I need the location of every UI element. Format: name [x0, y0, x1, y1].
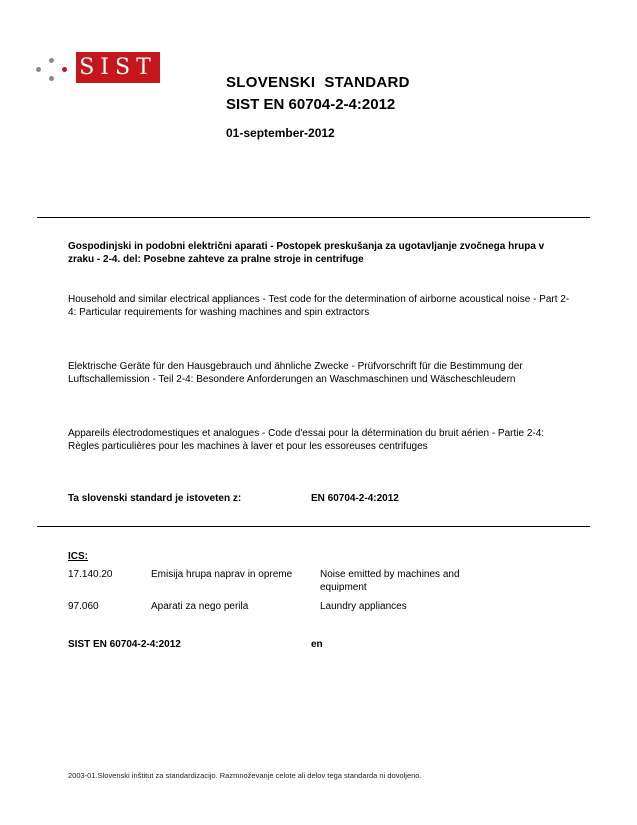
standard-date: 01-september-2012 [226, 126, 335, 140]
standard-type: SLOVENSKI STANDARD [226, 74, 410, 91]
copyright-footer: 2003-01.Slovenski inštitut za standardizacijo. Razmnoževanje celote ali delov tega standarda ni dovoljeno. [68, 771, 422, 780]
ics-code: 97.060 [68, 601, 99, 612]
equivalence-label: Ta slovenski standard je istoveten z: [68, 493, 242, 504]
divider-bottom [37, 526, 590, 527]
ics-label: ICS: [68, 551, 88, 562]
logo-dots [36, 58, 68, 86]
sist-logo: SIST [76, 52, 160, 83]
logo-dot [49, 58, 54, 63]
title-german: Elektrische Geräte für den Hausgebrauch und ähnliche Zwecke - Prüfvorschrift für die Bestimmung der Luftschallemission - Teil 2-4: Besondere Anforderungen an Waschmaschinen und Wäscheschleudern [68, 361, 523, 385]
language-code: en [311, 639, 323, 650]
standard-number: SIST EN 60704-2-4:2012 [226, 96, 396, 113]
logo-dot [49, 76, 54, 81]
ics-desc-sl: Emisija hrupa naprav in opreme [151, 569, 293, 580]
divider-top [37, 217, 590, 218]
title-slovenian: Gospodinjski in podobni električni aparati - Postopek preskušanja za ugotavljanje zvočnega hrupa v zraku - 2-4. del: Posebne zahteve za pralne stroje in centrifuge [68, 241, 545, 265]
logo-dot [62, 67, 67, 72]
ics-desc-en: Laundry appliances [320, 601, 407, 612]
title-english: Household and similar electrical appliances - Test code for the determination of airborne acoustical noise - Part 2-4: Particular requirements for washing machines and spin extractors [68, 294, 570, 318]
equivalence-value: EN 60704-2-4:2012 [311, 493, 399, 504]
standard-code-bottom: SIST EN 60704-2-4:2012 [68, 639, 181, 650]
ics-desc-sl: Aparati za nego perila [151, 601, 249, 612]
title-french: Appareils électrodomestiques et analogues - Code d'essai pour la détermination du bruit aérien - Partie 2-4: Règles particulières pour les machines à laver et pour les essoreuses centrifuges [68, 428, 545, 452]
ics-desc-en: Noise emitted by machines and equipment [320, 569, 460, 593]
logo-dot [36, 67, 41, 72]
ics-code: 17.140.20 [68, 569, 113, 580]
